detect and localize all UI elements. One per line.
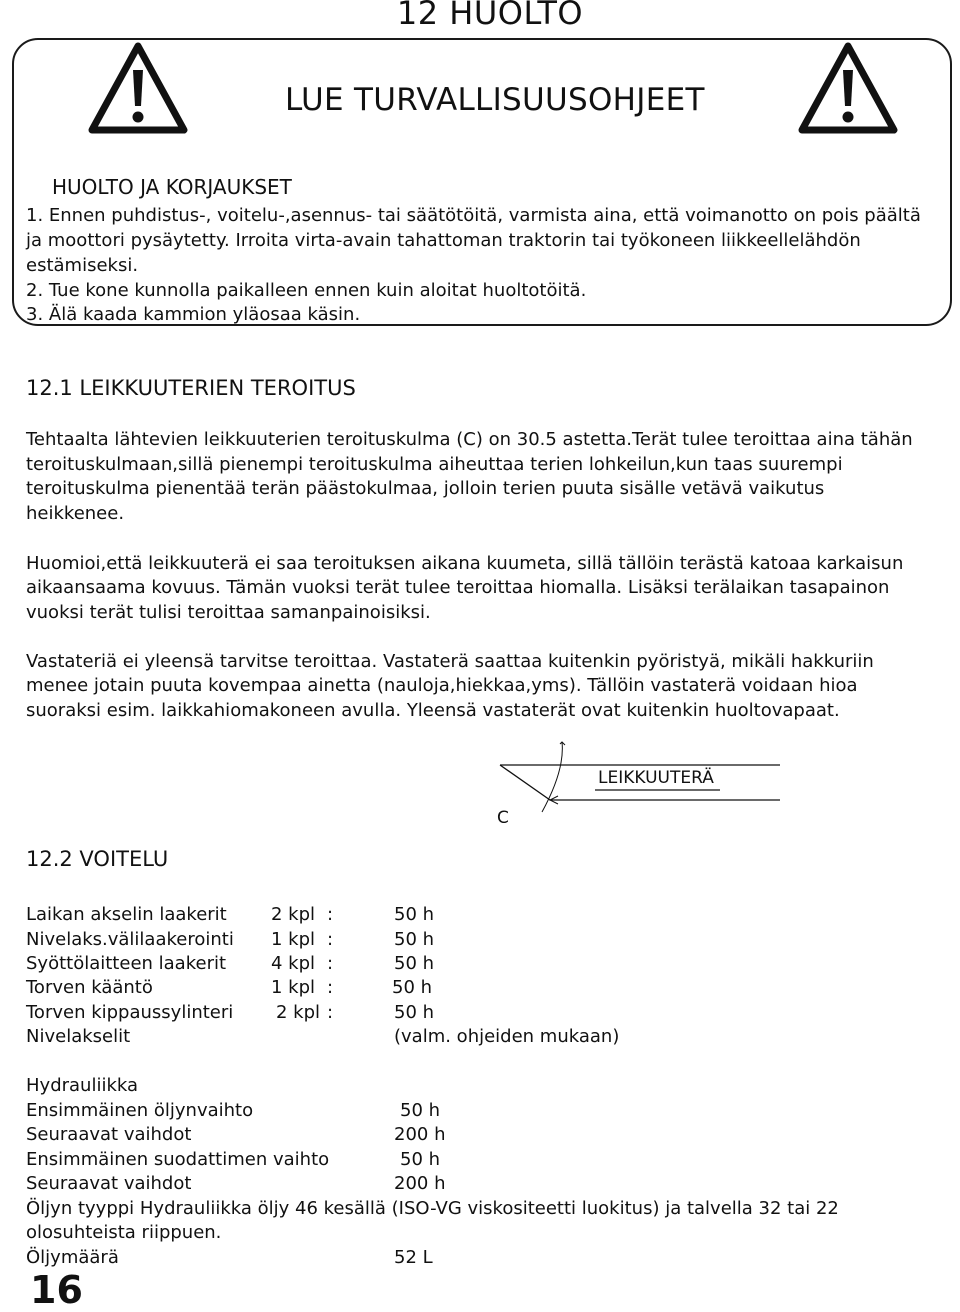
lubrication-item: Syöttölaitteen laakerit bbox=[26, 953, 227, 974]
angle-label: C bbox=[497, 808, 509, 828]
hydraulics-item: Ensimmäinen öljynvaihto bbox=[26, 1100, 254, 1121]
lubrication-sep: : bbox=[327, 929, 334, 950]
lubrication-interval: 50 h bbox=[394, 904, 435, 925]
hydraulics-value: 50 h bbox=[400, 1100, 441, 1121]
hydraulics-item: Seuraavat vaihdot bbox=[26, 1124, 192, 1145]
warning-triangle-icon bbox=[88, 42, 188, 134]
warning-line: 1. Ennen puhdistus-, voitelu-,asennus- tai säätötöitä, varmista aina, että voimanotto on pois päältä bbox=[26, 205, 921, 226]
paragraph-line: heikkenee. bbox=[26, 503, 125, 524]
lubrication-sep: : bbox=[327, 904, 334, 925]
lubrication-interval: 50 h bbox=[394, 953, 435, 974]
warning-line: estämiseksi. bbox=[26, 255, 139, 276]
oil-type-line: olosuhteista riippuen. bbox=[26, 1222, 222, 1243]
warning-triangle-icon bbox=[798, 42, 898, 134]
lubrication-item: Laikan akselin laakerit bbox=[26, 904, 227, 925]
hydraulics-value: 50 h bbox=[400, 1149, 441, 1170]
paragraph-line: Huomioi,että leikkuuterä ei saa teroituksen aikana kuumeta, sillä tällöin terästä katoaa karkaisun bbox=[26, 553, 904, 574]
lubrication-qty: 2 kpl bbox=[276, 1002, 321, 1023]
lubrication-item: Nivelakselit bbox=[26, 1026, 131, 1047]
hydraulics-value: 200 h bbox=[394, 1173, 446, 1194]
section-heading-lubrication: 12.2 VOITELU bbox=[26, 847, 169, 871]
oil-amount-label: Öljymäärä bbox=[26, 1247, 119, 1268]
paragraph-line: menee jotain puuta kovempaa ainetta (nauloja,hiekkaa,yms). Tällöin vastaterä voidaan hioa bbox=[26, 675, 858, 696]
lubrication-item: Nivelaks.välilaakerointi bbox=[26, 929, 234, 950]
lubrication-qty: 2 kpl bbox=[271, 904, 316, 925]
paragraph-line: teroituskulma pienentää terän päästokulmaa, jolloin terien puuta sisälle vetävä vaikutus bbox=[26, 478, 825, 499]
lubrication-qty: 1 kpl bbox=[271, 929, 316, 950]
lubrication-sep: : bbox=[327, 1002, 334, 1023]
lubrication-qty: 4 kpl bbox=[271, 953, 316, 974]
paragraph-line: vuoksi terät tulisi teroittaa samanpainoisiksi. bbox=[26, 602, 431, 623]
warning-line: 2. Tue kone kunnolla paikalleen ennen kuin aloitat huoltotöitä. bbox=[26, 280, 587, 301]
page-number: 16 bbox=[30, 1268, 83, 1312]
chapter-title: 12 HUOLTO bbox=[396, 0, 584, 32]
section-heading-sharpening: 12.1 LEIKKUUTERIEN TEROITUS bbox=[26, 376, 356, 400]
warning-line: 3. Älä kaada kammion yläosaa käsin. bbox=[26, 304, 361, 325]
oil-amount-value: 52 L bbox=[394, 1247, 433, 1268]
warning-subtitle: HUOLTO JA KORJAUKSET bbox=[52, 175, 292, 199]
lubrication-interval: 50 h bbox=[392, 977, 433, 998]
paragraph-line: suoraksi esim. laikkahiomakoneen avulla. Yleensä vastaterät ovat kuitenkin huoltovapaat. bbox=[26, 700, 840, 721]
hydraulics-heading: Hydrauliikka bbox=[26, 1075, 139, 1096]
paragraph-line: teroituskulmaan,sillä pienempi teroituskulma aiheuttaa terien lohkeilun,kun taas suurempi bbox=[26, 454, 843, 475]
lubrication-interval: (valm. ohjeiden mukaan) bbox=[394, 1026, 620, 1047]
warning-title: LUE TURVALLISUUSOHJEET bbox=[285, 82, 705, 118]
paragraph-line: Tehtaalta lähtevien leikkuuterien teroituskulma (C) on 30.5 astetta.Terät tulee teroittaa aina tähän bbox=[26, 429, 913, 450]
oil-type-line: Öljyn tyyppi Hydrauliikka öljy 46 kesällä (ISO-VG viskositeetti luokitus) ja talvella 32 tai 22 bbox=[26, 1198, 839, 1219]
lubrication-item: Torven kippaussylinteri bbox=[26, 1002, 234, 1023]
hydraulics-item: Seuraavat vaihdot bbox=[26, 1173, 192, 1194]
warning-line: ja moottori pysäytetty. Irroita virta-avain tahattoman traktorin tai työkoneen liikkeellelähdön bbox=[26, 230, 861, 251]
hydraulics-item: Ensimmäinen suodattimen vaihto bbox=[26, 1149, 330, 1170]
blade-label: LEIKKUUTERÄ bbox=[598, 768, 714, 788]
lubrication-interval: 50 h bbox=[394, 929, 435, 950]
lubrication-item: Torven kääntö bbox=[26, 977, 153, 998]
lubrication-sep: : bbox=[327, 953, 334, 974]
lubrication-interval: 50 h bbox=[394, 1002, 435, 1023]
paragraph-line: aikaansaama kovuus. Tämän vuoksi terät tulee teroittaa hiomalla. Lisäksi terälaikan tasapainon bbox=[26, 577, 890, 598]
lubrication-qty: 1 kpl bbox=[271, 977, 316, 998]
lubrication-sep: : bbox=[327, 977, 334, 998]
paragraph-line: Vastateriä ei yleensä tarvitse teroittaa. Vastaterä saattaa kuitenkin pyöristyä, mikäli hakkuriin bbox=[26, 651, 874, 672]
hydraulics-value: 200 h bbox=[394, 1124, 446, 1145]
